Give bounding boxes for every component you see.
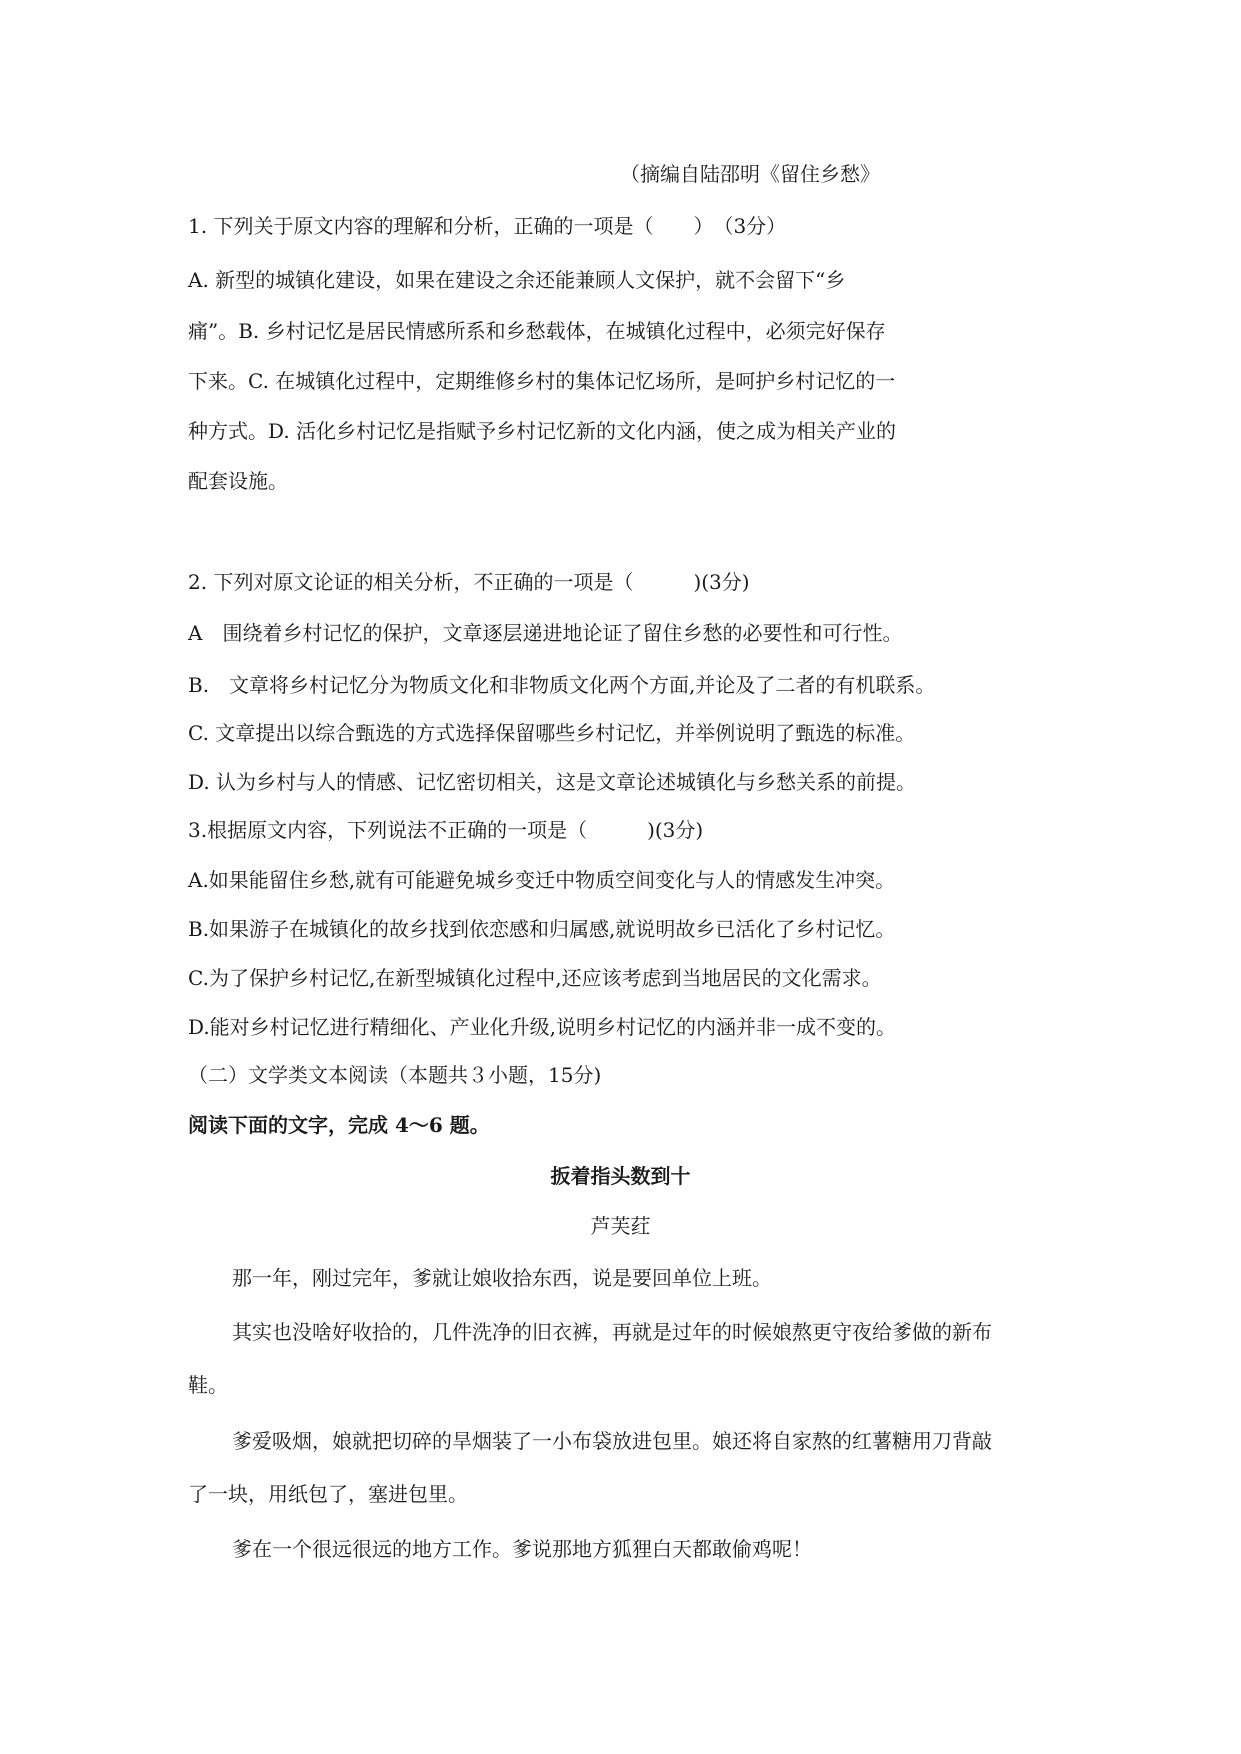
question-1-line-4: 种方式。D. 活化乡村记忆是指赋予乡村记忆新的文化内涵，使之成为相关产业的 bbox=[188, 419, 897, 443]
story-title: 扳着指头数到十 bbox=[550, 1164, 691, 1188]
source-citation: （摘编自陆邵明《留住乡愁》 bbox=[620, 162, 880, 186]
story-paragraph-2-continued: 鞋。 bbox=[188, 1373, 228, 1397]
question-1-line-5: 配套设施。 bbox=[188, 469, 288, 493]
question-3-option-c: C.为了保护乡村记忆,在新型城镇化过程中,还应该考虑到当地居民的文化需求。 bbox=[188, 966, 882, 990]
question-2-stem: 2. 下列对原文论证的相关分析，不正确的一项是（ )(3分) bbox=[188, 570, 750, 594]
question-3-option-a: A.如果能留住乡愁,就有可能避免城乡变迁中物质空间变化与人的情感发生冲突。 bbox=[188, 868, 896, 892]
section-heading: （二）文学类文本阅读（本题共３小题，15分) bbox=[188, 1063, 602, 1087]
question-2-option-a: A 围绕着乡村记忆的保护，文章逐层递进地论证了留住乡愁的必要性和可行性。 bbox=[188, 621, 903, 645]
question-1-stem: 1. 下列关于原文内容的理解和分析，正确的一项是（ ） （3分） bbox=[188, 214, 787, 238]
question-1-line-2: 痛”。B. 乡村记忆是居民情感所系和乡愁载体，在城镇化过程中，必须完好保存 bbox=[188, 319, 886, 343]
question-2-option-c: C. 文章提出以综合甄选的方式选择保留哪些乡村记忆，并举例说明了甄选的标准。 bbox=[188, 721, 916, 745]
question-3-option-b: B.如果游子在城镇化的故乡找到依恋感和归属感,就说明故乡已活化了乡村记忆。 bbox=[188, 917, 896, 941]
question-1-line-1: A. 新型的城镇化建设，如果在建设之余还能兼顾人文保护，就不会留下“乡 bbox=[188, 268, 846, 292]
story-paragraph-3: 爹爱吸烟，娘就把切碎的旱烟装了一小布袋放进包里。娘还将自家熬的红薯糖用刀背敲 bbox=[232, 1429, 992, 1453]
story-paragraph-2: 其实也没啥好收拾的，几件洗净的旧衣裤，再就是过年的时候娘熬更守夜给爹做的新布 bbox=[232, 1320, 992, 1344]
story-paragraph-4: 爹在一个很远很远的地方工作。爹说那地方狐狸白天都敢偷鸡呢！ bbox=[232, 1537, 812, 1561]
question-3-stem: 3.根据原文内容，下列说法不正确的一项是（ )(3分) bbox=[188, 818, 704, 842]
reading-instruction: 阅读下面的文字，完成 4～6 题。 bbox=[188, 1113, 490, 1137]
story-paragraph-1: 那一年，刚过完年，爹就让娘收拾东西，说是要回单位上班。 bbox=[232, 1266, 772, 1290]
question-1-line-3: 下来。C. 在城镇化过程中，定期维修乡村的集体记忆场所，是呵护乡村记忆的一 bbox=[188, 369, 896, 393]
story-paragraph-3-continued: 了一块，用纸包了，塞进包里。 bbox=[188, 1482, 468, 1506]
question-3-option-d: D.能对乡村记忆进行精细化、产业化升级,说明乡村记忆的内涵并非一成不变的。 bbox=[188, 1015, 897, 1039]
question-2-option-b: B. 文章将乡村记忆分为物质文化和非物质文化两个方面,并论及了二者的有机联系。 bbox=[188, 673, 936, 697]
story-author: 芦芙荭 bbox=[590, 1214, 651, 1238]
question-2-option-d: D. 认为乡村与人的情感、记忆密切相关，这是文章论述城镇化与乡愁关系的前提。 bbox=[188, 770, 917, 794]
